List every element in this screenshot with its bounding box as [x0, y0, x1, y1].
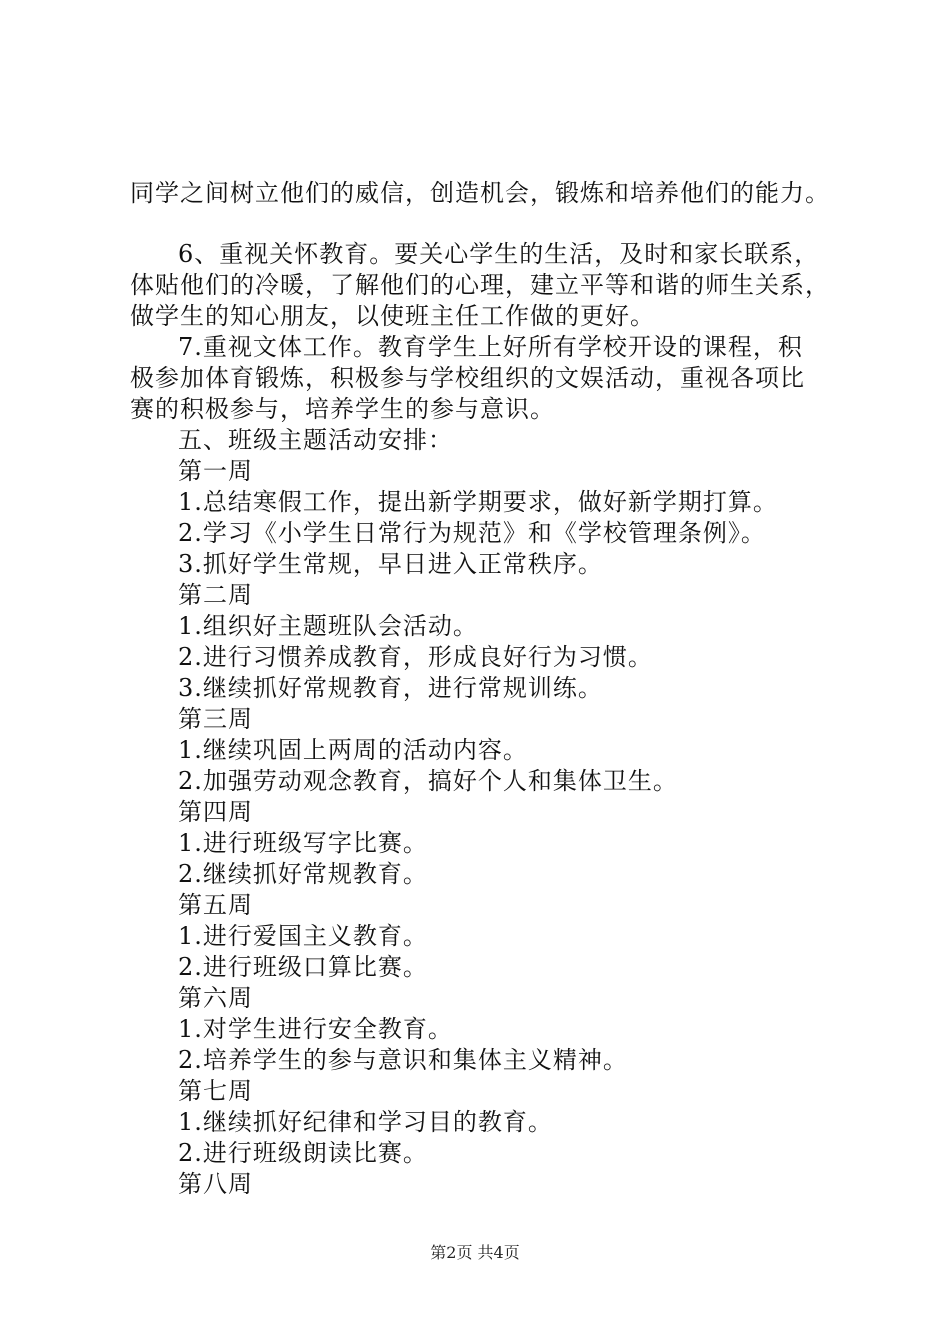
list-item: 1.进行班级写字比赛。 — [178, 829, 428, 857]
paragraph-line: 赛的积极参与，培养学生的参与意识。 — [130, 395, 555, 423]
paragraph-line: 极参加体育锻炼，积极参与学校组织的文娱活动，重视各项比 — [130, 364, 805, 392]
week-heading: 第六周 — [178, 984, 253, 1012]
list-item: 2.进行习惯养成教育，形成良好行为习惯。 — [178, 643, 653, 671]
list-item: 2.培养学生的参与意识和集体主义精神。 — [178, 1046, 628, 1074]
paragraph-line: 同学之间树立他们的威信，创造机会，锻炼和培养他们的能力。 — [130, 179, 830, 207]
list-item: 2.学习《小学生日常行为规范》和《学校管理条例》。 — [178, 519, 766, 547]
week-heading: 第三周 — [178, 705, 253, 733]
section-heading: 五、班级主题活动安排： — [178, 426, 453, 454]
list-item: 1.总结寒假工作，提出新学期要求，做好新学期打算。 — [178, 488, 778, 516]
paragraph-line: 6、重视关怀教育。要关心学生的生活，及时和家长联系， — [178, 240, 820, 268]
list-item: 1.继续抓好纪律和学习目的教育。 — [178, 1108, 553, 1136]
paragraph-line: 体贴他们的冷暖，了解他们的心理，建立平等和谐的师生关系， — [130, 271, 830, 299]
paragraph-line: 7.重视文体工作。教育学生上好所有学校开设的课程，积 — [178, 333, 803, 361]
paragraph-line: 做学生的知心朋友，以使班主任工作做的更好。 — [130, 302, 655, 330]
list-item: 3.抓好学生常规，早日进入正常秩序。 — [178, 550, 603, 578]
week-heading: 第四周 — [178, 798, 253, 826]
week-heading: 第一周 — [178, 457, 253, 485]
list-item: 1.继续巩固上两周的活动内容。 — [178, 736, 528, 764]
list-item: 2.继续抓好常规教育。 — [178, 860, 428, 888]
week-heading: 第二周 — [178, 581, 253, 609]
week-heading: 第五周 — [178, 891, 253, 919]
list-item: 2.进行班级朗读比赛。 — [178, 1139, 428, 1167]
week-heading: 第八周 — [178, 1170, 253, 1198]
list-item: 1.对学生进行安全教育。 — [178, 1015, 453, 1043]
week-heading: 第七周 — [178, 1077, 253, 1105]
list-item: 3.继续抓好常规教育，进行常规训练。 — [178, 674, 603, 702]
list-item: 1.进行爱国主义教育。 — [178, 922, 428, 950]
list-item: 2.加强劳动观念教育，搞好个人和集体卫生。 — [178, 767, 678, 795]
list-item: 2.进行班级口算比赛。 — [178, 953, 428, 981]
page-number-footer: 第2页 共4页 — [430, 1243, 520, 1262]
list-item: 1.组织好主题班队会活动。 — [178, 612, 478, 640]
